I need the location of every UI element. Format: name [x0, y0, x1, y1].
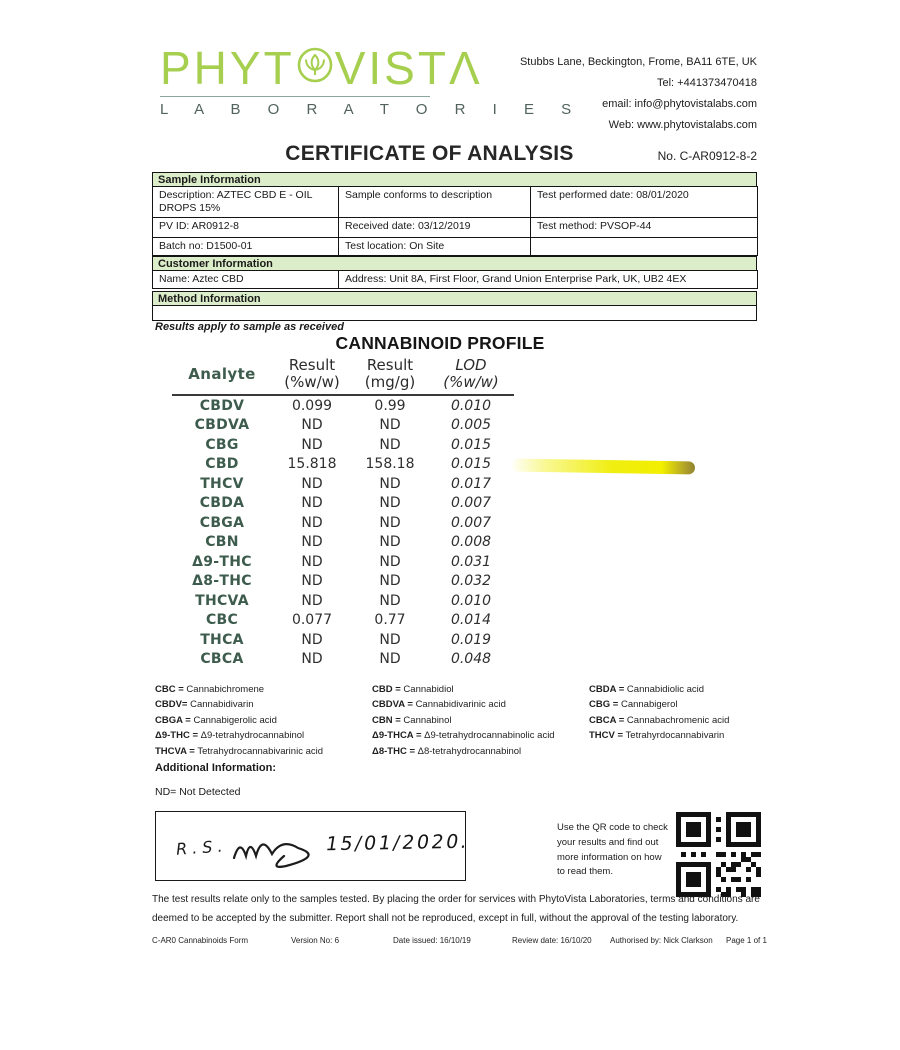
customer-information-header: Customer Information — [152, 256, 757, 271]
logo-text-part2: VIST — [334, 42, 449, 94]
legend-column-1 — [155, 682, 370, 759]
result-mg: ND — [379, 514, 401, 531]
legend-item: CBGA = Cannabigerolic acid — [155, 714, 277, 726]
legend-item: THCV = Tetrahyrdocannabivarin — [589, 730, 725, 742]
result-pct: 0.099 — [291, 397, 333, 414]
customer-address-cell: Address: Unit 8A, First Floor, Grand Union Enterprise Park, UK, UB2 4EX — [339, 271, 758, 289]
logo-divider-line — [160, 96, 430, 97]
table-row — [172, 533, 514, 553]
lod-value: 0.007 — [450, 514, 492, 531]
certificate-number: No. C-AR0912-8-2 — [657, 149, 757, 163]
table-row — [172, 650, 514, 670]
result-mg: ND — [379, 553, 401, 570]
table-row — [172, 416, 514, 436]
analyte-name: CBDV — [199, 397, 245, 414]
test-performed-date-cell: Test performed date: 08/01/2020 — [531, 187, 758, 218]
result-pct: 0.077 — [291, 612, 333, 629]
legend-column-3 — [589, 682, 764, 744]
method-empty-cell — [153, 306, 757, 321]
result-pct: ND — [301, 436, 323, 453]
footer-date-issued: Date issued: 16/10/19 — [393, 936, 471, 945]
result-mg: ND — [379, 417, 401, 434]
legend-item: CBC = Cannabichromene — [155, 684, 265, 695]
additional-information-title: Additional Information: — [155, 762, 276, 774]
lod-value: 0.015 — [450, 456, 492, 473]
result-pct: ND — [301, 631, 323, 648]
result-pct: ND — [301, 573, 323, 590]
logo-text-part3: Λ — [448, 42, 483, 94]
result-mg: 158.18 — [365, 456, 415, 473]
yellow-highlighter-mark — [512, 459, 695, 475]
result-pct: ND — [301, 651, 323, 668]
result-pct: ND — [301, 592, 323, 609]
result-pct: ND — [301, 553, 323, 570]
method-information-table — [152, 305, 757, 321]
result-pct: ND — [301, 495, 323, 512]
result-mg: ND — [379, 495, 401, 512]
cannabinoid-profile-table — [172, 357, 514, 669]
lab-phone: Tel: +441373470418 — [656, 77, 757, 89]
footer-page-number: Page 1 of 1 — [726, 936, 767, 945]
table-row — [172, 455, 514, 475]
signature-initials: R.S. — [175, 836, 229, 859]
signature-date: 15/01/2020. — [324, 830, 472, 856]
lab-contact-block — [520, 52, 757, 136]
analyte-column-header: Analyte — [172, 357, 272, 395]
lod-value: 0.014 — [450, 612, 492, 629]
lod-value: 0.032 — [450, 573, 492, 590]
disclaimer-line-2: deemed to be accepted by the submitter. Report shall not be reproduced, except in full, without the approval of the testing laboratory. — [152, 913, 739, 924]
test-method-cell: Test method: PVSOP-44 — [531, 218, 758, 238]
analyte-name: CBC — [205, 612, 239, 629]
footer-form-name: C-AR0 Cannabinoids Form — [152, 936, 249, 945]
lod-value: 0.031 — [450, 553, 492, 570]
received-date-cell: Received date: 03/12/2019 — [339, 218, 531, 238]
empty-cell — [531, 238, 758, 256]
lod-value: 0.010 — [450, 592, 492, 609]
result-mg: ND — [379, 651, 401, 668]
lod-value: 0.007 — [450, 495, 492, 512]
analyte-name: Δ9-THC — [192, 553, 252, 570]
leaf-circle-icon — [296, 44, 334, 92]
analyte-name: Δ8-THC — [192, 573, 252, 590]
footer-authorised-by: Authorised by: Nick Clarkson — [610, 936, 713, 945]
lod-value: 0.048 — [450, 651, 492, 668]
customer-information-table — [152, 270, 758, 289]
analyte-name: CBCA — [200, 651, 244, 668]
legend-item: Δ9-THC = Δ9-tetrahydrocannabinol — [155, 730, 305, 742]
qr-instructions: Use the QR code to check your results and find out more information on how to read them. — [557, 822, 668, 878]
title-row — [152, 142, 757, 168]
certificate-title: CERTIFICATE OF ANALYSIS — [285, 142, 574, 165]
method-information-section — [152, 291, 757, 321]
legend-item: CBDV= Cannabidivarin — [155, 699, 254, 711]
legend-item: Δ9-THCA = Δ9-tetrahydrocannabinolic acid — [372, 730, 555, 742]
disclaimer — [152, 890, 767, 928]
table-row — [172, 513, 514, 533]
sample-description-cell: Description: AZTEC CBD E - OIL DROPS 15% — [153, 187, 339, 218]
footer-version: Version No: 6 — [291, 936, 340, 945]
signature-box — [155, 811, 472, 881]
customer-information-section — [152, 256, 757, 289]
lod-value: 0.017 — [450, 475, 492, 492]
analyte-name: CBGA — [199, 514, 245, 531]
legend-item: CBDVA = Cannabidivarinic acid — [372, 699, 506, 711]
result-pct: ND — [301, 534, 323, 551]
analyte-name: THCV — [200, 475, 244, 492]
result-mg: ND — [379, 534, 401, 551]
legend-item: Δ8-THC = Δ8-tetrahydrocannabinol — [372, 745, 522, 757]
sample-information-header: Sample Information — [152, 172, 757, 187]
lod-value: 0.010 — [450, 397, 492, 414]
lod-value: 0.019 — [450, 631, 492, 648]
result-mg: 0.77 — [374, 612, 406, 629]
footer-review-date: Review date: 16/10/20 — [512, 936, 592, 945]
lod-value: 0.008 — [450, 534, 492, 551]
table-row — [172, 494, 514, 514]
legend-column-2 — [372, 682, 587, 759]
analyte-name: CBDA — [199, 495, 245, 512]
lod-value: 0.015 — [450, 436, 492, 453]
batch-no-cell: Batch no: D1500-01 — [153, 238, 339, 256]
pv-id-cell: PV ID: AR0912-8 — [153, 218, 339, 238]
lod-column-header: LOD (%w/w) — [428, 357, 514, 395]
results-note: Results apply to sample as received — [155, 321, 344, 333]
analyte-name: CBN — [205, 534, 239, 551]
result-pct: 15.818 — [287, 456, 337, 473]
analyte-name: THCVA — [195, 592, 249, 609]
sample-information-section — [152, 172, 757, 256]
test-location-cell: Test location: On Site — [339, 238, 531, 256]
table-row — [172, 474, 514, 494]
qr-code — [676, 812, 761, 897]
logo-subtitle: L A B O R A T O R I E S — [160, 101, 583, 118]
result-mg-column-header: Result (mg/g) — [352, 357, 428, 395]
lab-email: email: info@phytovistalabs.com — [602, 98, 757, 110]
result-pct: ND — [301, 417, 323, 434]
table-row — [172, 630, 514, 650]
table-row — [172, 395, 514, 416]
result-pct-column-header: Result (%w/w) — [272, 357, 352, 395]
disclaimer-line-1: The test results relate only to the samples tested. By placing the order for services with PhytoVista Laboratories, terms and conditions are — [152, 894, 760, 905]
result-mg: ND — [379, 436, 401, 453]
method-information-header: Method Information — [152, 291, 757, 306]
table-row — [172, 435, 514, 455]
result-mg: ND — [379, 573, 401, 590]
result-pct: ND — [301, 514, 323, 531]
result-mg: ND — [379, 475, 401, 492]
analyte-name: THCA — [200, 631, 244, 648]
lod-value: 0.005 — [450, 417, 492, 434]
sample-information-table — [152, 186, 758, 256]
result-mg: ND — [379, 631, 401, 648]
table-row — [172, 572, 514, 592]
legend-item: CBG = Cannabigerol — [589, 699, 678, 711]
nd-definition: ND= Not Detected — [155, 786, 241, 798]
legend-item: THCVA = Tetrahydrocannabivarinic acid — [155, 745, 324, 757]
table-row — [172, 591, 514, 611]
legend-item: CBN = Cannabinol — [372, 714, 452, 726]
customer-name-cell: Name: Aztec CBD — [153, 271, 339, 289]
sample-conforms-cell: Sample conforms to description — [339, 187, 531, 218]
cannabinoid-profile-title: CANNABINOID PROFILE — [335, 333, 545, 353]
result-pct: ND — [301, 475, 323, 492]
table-row — [172, 611, 514, 631]
lab-address: Stubbs Lane, Beckington, Frome, BA11 6TE, UK — [519, 56, 757, 68]
result-mg: 0.99 — [374, 397, 406, 414]
lab-website: Web: www.phytovistalabs.com — [608, 119, 757, 131]
table-row — [172, 552, 514, 572]
result-mg: ND — [379, 592, 401, 609]
analyte-name: CBDVA — [194, 417, 250, 434]
analyte-name: CBG — [205, 436, 239, 453]
legend-item: CBCA = Cannabachromenic acid — [589, 714, 730, 726]
logo-text-part1: PHYT — [160, 42, 295, 94]
analyte-name: CBD — [205, 456, 239, 473]
legend-item: CBDA = Cannabidiolic acid — [589, 684, 705, 695]
legend-item: CBD = Cannabidiol — [372, 684, 454, 695]
